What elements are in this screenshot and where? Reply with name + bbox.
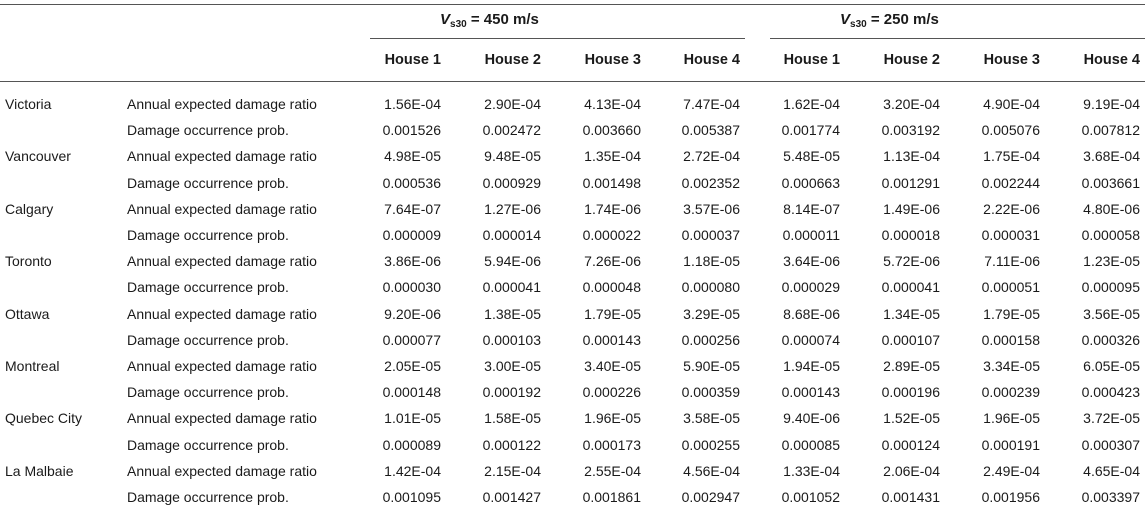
value-cell: 1.01E-05 — [384, 410, 441, 426]
value-cell: 0.001052 — [781, 489, 840, 505]
value-cell: 0.000058 — [1081, 227, 1140, 243]
value-cell: 4.80E-06 — [1083, 201, 1140, 217]
metric-label: Annual expected damage ratio — [127, 96, 317, 112]
value-cell: 0.000239 — [981, 384, 1040, 400]
value-cell: 7.11E-06 — [984, 253, 1040, 269]
metric-label: Annual expected damage ratio — [127, 201, 317, 217]
metric-label: Damage occurrence prob. — [127, 279, 289, 295]
house-column-header: House 4 — [1083, 52, 1140, 68]
value-cell: 8.14E-07 — [783, 201, 840, 217]
value-cell: 4.13E-04 — [584, 96, 641, 112]
city-label: Quebec City — [5, 410, 83, 426]
city-label: Montreal — [5, 358, 60, 374]
value-cell: 3.34E-05 — [983, 358, 1040, 374]
value-cell: 0.000359 — [681, 384, 740, 400]
value-cell: 0.000103 — [482, 332, 541, 348]
value-cell: 7.64E-07 — [384, 201, 441, 217]
value-cell: 1.74E-06 — [584, 201, 641, 217]
city-label: Vancouver — [5, 148, 71, 164]
value-cell: 0.000051 — [981, 279, 1040, 295]
value-cell: 0.002352 — [681, 175, 740, 191]
value-cell: 0.001956 — [981, 489, 1040, 505]
metric-label: Damage occurrence prob. — [127, 489, 289, 505]
value-cell: 1.79E-05 — [584, 306, 641, 322]
value-cell: 1.49E-06 — [883, 201, 940, 217]
value-cell: 0.001431 — [881, 489, 940, 505]
value-cell: 1.58E-05 — [484, 410, 541, 426]
vs30-subscript: s30 — [850, 19, 867, 30]
metric-label: Annual expected damage ratio — [127, 253, 317, 269]
value-cell: 2.49E-04 — [983, 463, 1040, 479]
value-cell: 4.90E-04 — [983, 96, 1040, 112]
value-cell: 0.000196 — [881, 384, 940, 400]
value-cell: 4.65E-04 — [1083, 463, 1140, 479]
value-cell: 1.34E-05 — [883, 306, 940, 322]
value-cell: 0.000080 — [681, 279, 740, 295]
value-cell: 1.35E-04 — [584, 148, 641, 164]
value-cell: 3.20E-04 — [883, 96, 940, 112]
group-underline-450 — [370, 38, 745, 39]
city-label: Toronto — [5, 253, 52, 269]
header-rule — [0, 81, 1145, 82]
house-column-header: House 2 — [484, 52, 541, 68]
value-cell: 0.000018 — [881, 227, 940, 243]
value-cell: 8.68E-06 — [783, 306, 840, 322]
value-cell: 3.57E-06 — [683, 201, 740, 217]
value-cell: 2.89E-05 — [883, 358, 940, 374]
value-cell: 3.86E-06 — [384, 253, 441, 269]
value-cell: 2.72E-04 — [683, 148, 740, 164]
value-cell: 2.05E-05 — [384, 358, 441, 374]
metric-label: Damage occurrence prob. — [127, 437, 289, 453]
house-column-header: House 2 — [883, 52, 940, 68]
house-column-header: House 1 — [384, 52, 441, 68]
value-cell: 0.002947 — [681, 489, 740, 505]
value-cell: 0.000048 — [582, 279, 641, 295]
value-cell: 1.27E-06 — [484, 201, 541, 217]
value-cell: 0.000009 — [382, 227, 441, 243]
value-cell: 0.000663 — [781, 175, 840, 191]
metric-label: Annual expected damage ratio — [127, 410, 317, 426]
value-cell: 0.001095 — [382, 489, 441, 505]
group-underline-250 — [770, 38, 1145, 39]
value-cell: 1.96E-05 — [584, 410, 641, 426]
house-column-header: House 1 — [783, 52, 840, 68]
value-cell: 0.005076 — [981, 122, 1040, 138]
city-label: Victoria — [5, 96, 52, 112]
value-cell: 4.56E-04 — [683, 463, 740, 479]
value-cell: 0.000307 — [1081, 437, 1140, 453]
value-cell: 1.62E-04 — [783, 96, 840, 112]
value-cell: 0.003192 — [881, 122, 940, 138]
value-cell: 3.00E-05 — [484, 358, 541, 374]
vs30-symbol: V — [840, 11, 851, 28]
value-cell: 1.13E-04 — [883, 148, 940, 164]
value-cell: 0.000226 — [582, 384, 641, 400]
value-cell: 2.22E-06 — [983, 201, 1040, 217]
value-cell: 0.000077 — [382, 332, 441, 348]
house-column-header: House 3 — [584, 52, 641, 68]
value-cell: 9.19E-04 — [1083, 96, 1140, 112]
metric-label: Damage occurrence prob. — [127, 122, 289, 138]
value-cell: 6.05E-05 — [1083, 358, 1140, 374]
value-cell: 5.72E-06 — [883, 253, 940, 269]
metric-label: Annual expected damage ratio — [127, 306, 317, 322]
value-cell: 1.75E-04 — [983, 148, 1040, 164]
value-cell: 0.000326 — [1081, 332, 1140, 348]
value-cell: 3.72E-05 — [1083, 410, 1140, 426]
value-cell: 7.47E-04 — [683, 96, 740, 112]
value-cell: 0.000173 — [582, 437, 641, 453]
value-cell: 4.98E-05 — [384, 148, 441, 164]
metric-label: Annual expected damage ratio — [127, 358, 317, 374]
group-value: = 450 m/s — [470, 11, 539, 28]
value-cell: 0.000074 — [781, 332, 840, 348]
value-cell: 0.001774 — [781, 122, 840, 138]
value-cell: 0.000022 — [582, 227, 641, 243]
city-label: Calgary — [5, 201, 54, 217]
value-cell: 0.003397 — [1081, 489, 1140, 505]
value-cell: 0.000037 — [681, 227, 740, 243]
value-cell: 0.000255 — [681, 437, 740, 453]
value-cell: 2.15E-04 — [484, 463, 541, 479]
value-cell: 3.58E-05 — [683, 410, 740, 426]
value-cell: 0.000041 — [482, 279, 541, 295]
value-cell: 0.000256 — [681, 332, 740, 348]
value-cell: 3.68E-04 — [1083, 148, 1140, 164]
vs30-symbol: V — [440, 11, 451, 28]
value-cell: 0.000030 — [382, 279, 441, 295]
vs30-subscript: s30 — [450, 19, 467, 30]
value-cell: 9.20E-06 — [384, 306, 441, 322]
value-cell: 0.000143 — [781, 384, 840, 400]
value-cell: 1.52E-05 — [883, 410, 940, 426]
city-label: La Malbaie — [5, 463, 74, 479]
value-cell: 1.38E-05 — [484, 306, 541, 322]
value-cell: 3.56E-05 — [1083, 306, 1140, 322]
value-cell: 0.003661 — [1081, 175, 1140, 191]
value-cell: 0.003660 — [582, 122, 641, 138]
value-cell: 2.90E-04 — [484, 96, 541, 112]
value-cell: 1.18E-05 — [683, 253, 740, 269]
value-cell: 5.48E-05 — [783, 148, 840, 164]
metric-label: Damage occurrence prob. — [127, 384, 289, 400]
value-cell: 0.000107 — [881, 332, 940, 348]
value-cell: 0.000095 — [1081, 279, 1140, 295]
value-cell: 7.26E-06 — [584, 253, 641, 269]
value-cell: 5.94E-06 — [484, 253, 541, 269]
value-cell: 1.79E-05 — [983, 306, 1040, 322]
metric-label: Damage occurrence prob. — [127, 175, 289, 191]
house-column-header: House 3 — [983, 52, 1040, 68]
value-cell: 0.002244 — [981, 175, 1040, 191]
group-header-450 — [440, 12, 539, 33]
value-cell: 0.000031 — [981, 227, 1040, 243]
value-cell: 0.001291 — [881, 175, 940, 191]
value-cell: 3.64E-06 — [783, 253, 840, 269]
house-column-header: House 4 — [683, 52, 740, 68]
value-cell: 0.000041 — [881, 279, 940, 295]
metric-label: Damage occurrence prob. — [127, 227, 289, 243]
value-cell: 0.000423 — [1081, 384, 1140, 400]
value-cell: 0.000014 — [482, 227, 541, 243]
value-cell: 0.007812 — [1081, 122, 1140, 138]
value-cell: 0.000089 — [382, 437, 441, 453]
value-cell: 9.48E-05 — [484, 148, 541, 164]
value-cell: 1.96E-05 — [983, 410, 1040, 426]
city-label: Ottawa — [5, 306, 50, 322]
value-cell: 1.42E-04 — [384, 463, 441, 479]
metric-label: Damage occurrence prob. — [127, 332, 289, 348]
value-cell: 2.55E-04 — [584, 463, 641, 479]
value-cell: 0.001861 — [582, 489, 641, 505]
value-cell: 0.000191 — [981, 437, 1040, 453]
value-cell: 1.56E-04 — [384, 96, 441, 112]
value-cell: 0.000029 — [781, 279, 840, 295]
group-value: = 250 m/s — [870, 11, 939, 28]
value-cell: 0.000192 — [482, 384, 541, 400]
value-cell: 9.40E-06 — [783, 410, 840, 426]
value-cell: 0.000148 — [382, 384, 441, 400]
metric-label: Annual expected damage ratio — [127, 148, 317, 164]
value-cell: 0.000929 — [482, 175, 541, 191]
value-cell: 0.001427 — [482, 489, 541, 505]
value-cell: 0.001498 — [582, 175, 641, 191]
value-cell: 2.06E-04 — [883, 463, 940, 479]
value-cell: 0.001526 — [382, 122, 441, 138]
value-cell: 0.000143 — [582, 332, 641, 348]
value-cell: 0.000122 — [482, 437, 541, 453]
value-cell: 5.90E-05 — [683, 358, 740, 374]
value-cell: 0.000124 — [881, 437, 940, 453]
value-cell: 0.002472 — [482, 122, 541, 138]
value-cell: 1.94E-05 — [783, 358, 840, 374]
value-cell: 3.40E-05 — [584, 358, 641, 374]
value-cell: 1.33E-04 — [783, 463, 840, 479]
value-cell: 1.23E-05 — [1083, 253, 1140, 269]
group-header-250 — [840, 12, 939, 33]
value-cell: 0.005387 — [681, 122, 740, 138]
value-cell: 0.000011 — [782, 227, 840, 243]
value-cell: 3.29E-05 — [683, 306, 740, 322]
top-rule — [0, 4, 1145, 5]
metric-label: Annual expected damage ratio — [127, 463, 317, 479]
value-cell: 0.000536 — [382, 175, 441, 191]
value-cell: 0.000158 — [981, 332, 1040, 348]
value-cell: 0.000085 — [781, 437, 840, 453]
